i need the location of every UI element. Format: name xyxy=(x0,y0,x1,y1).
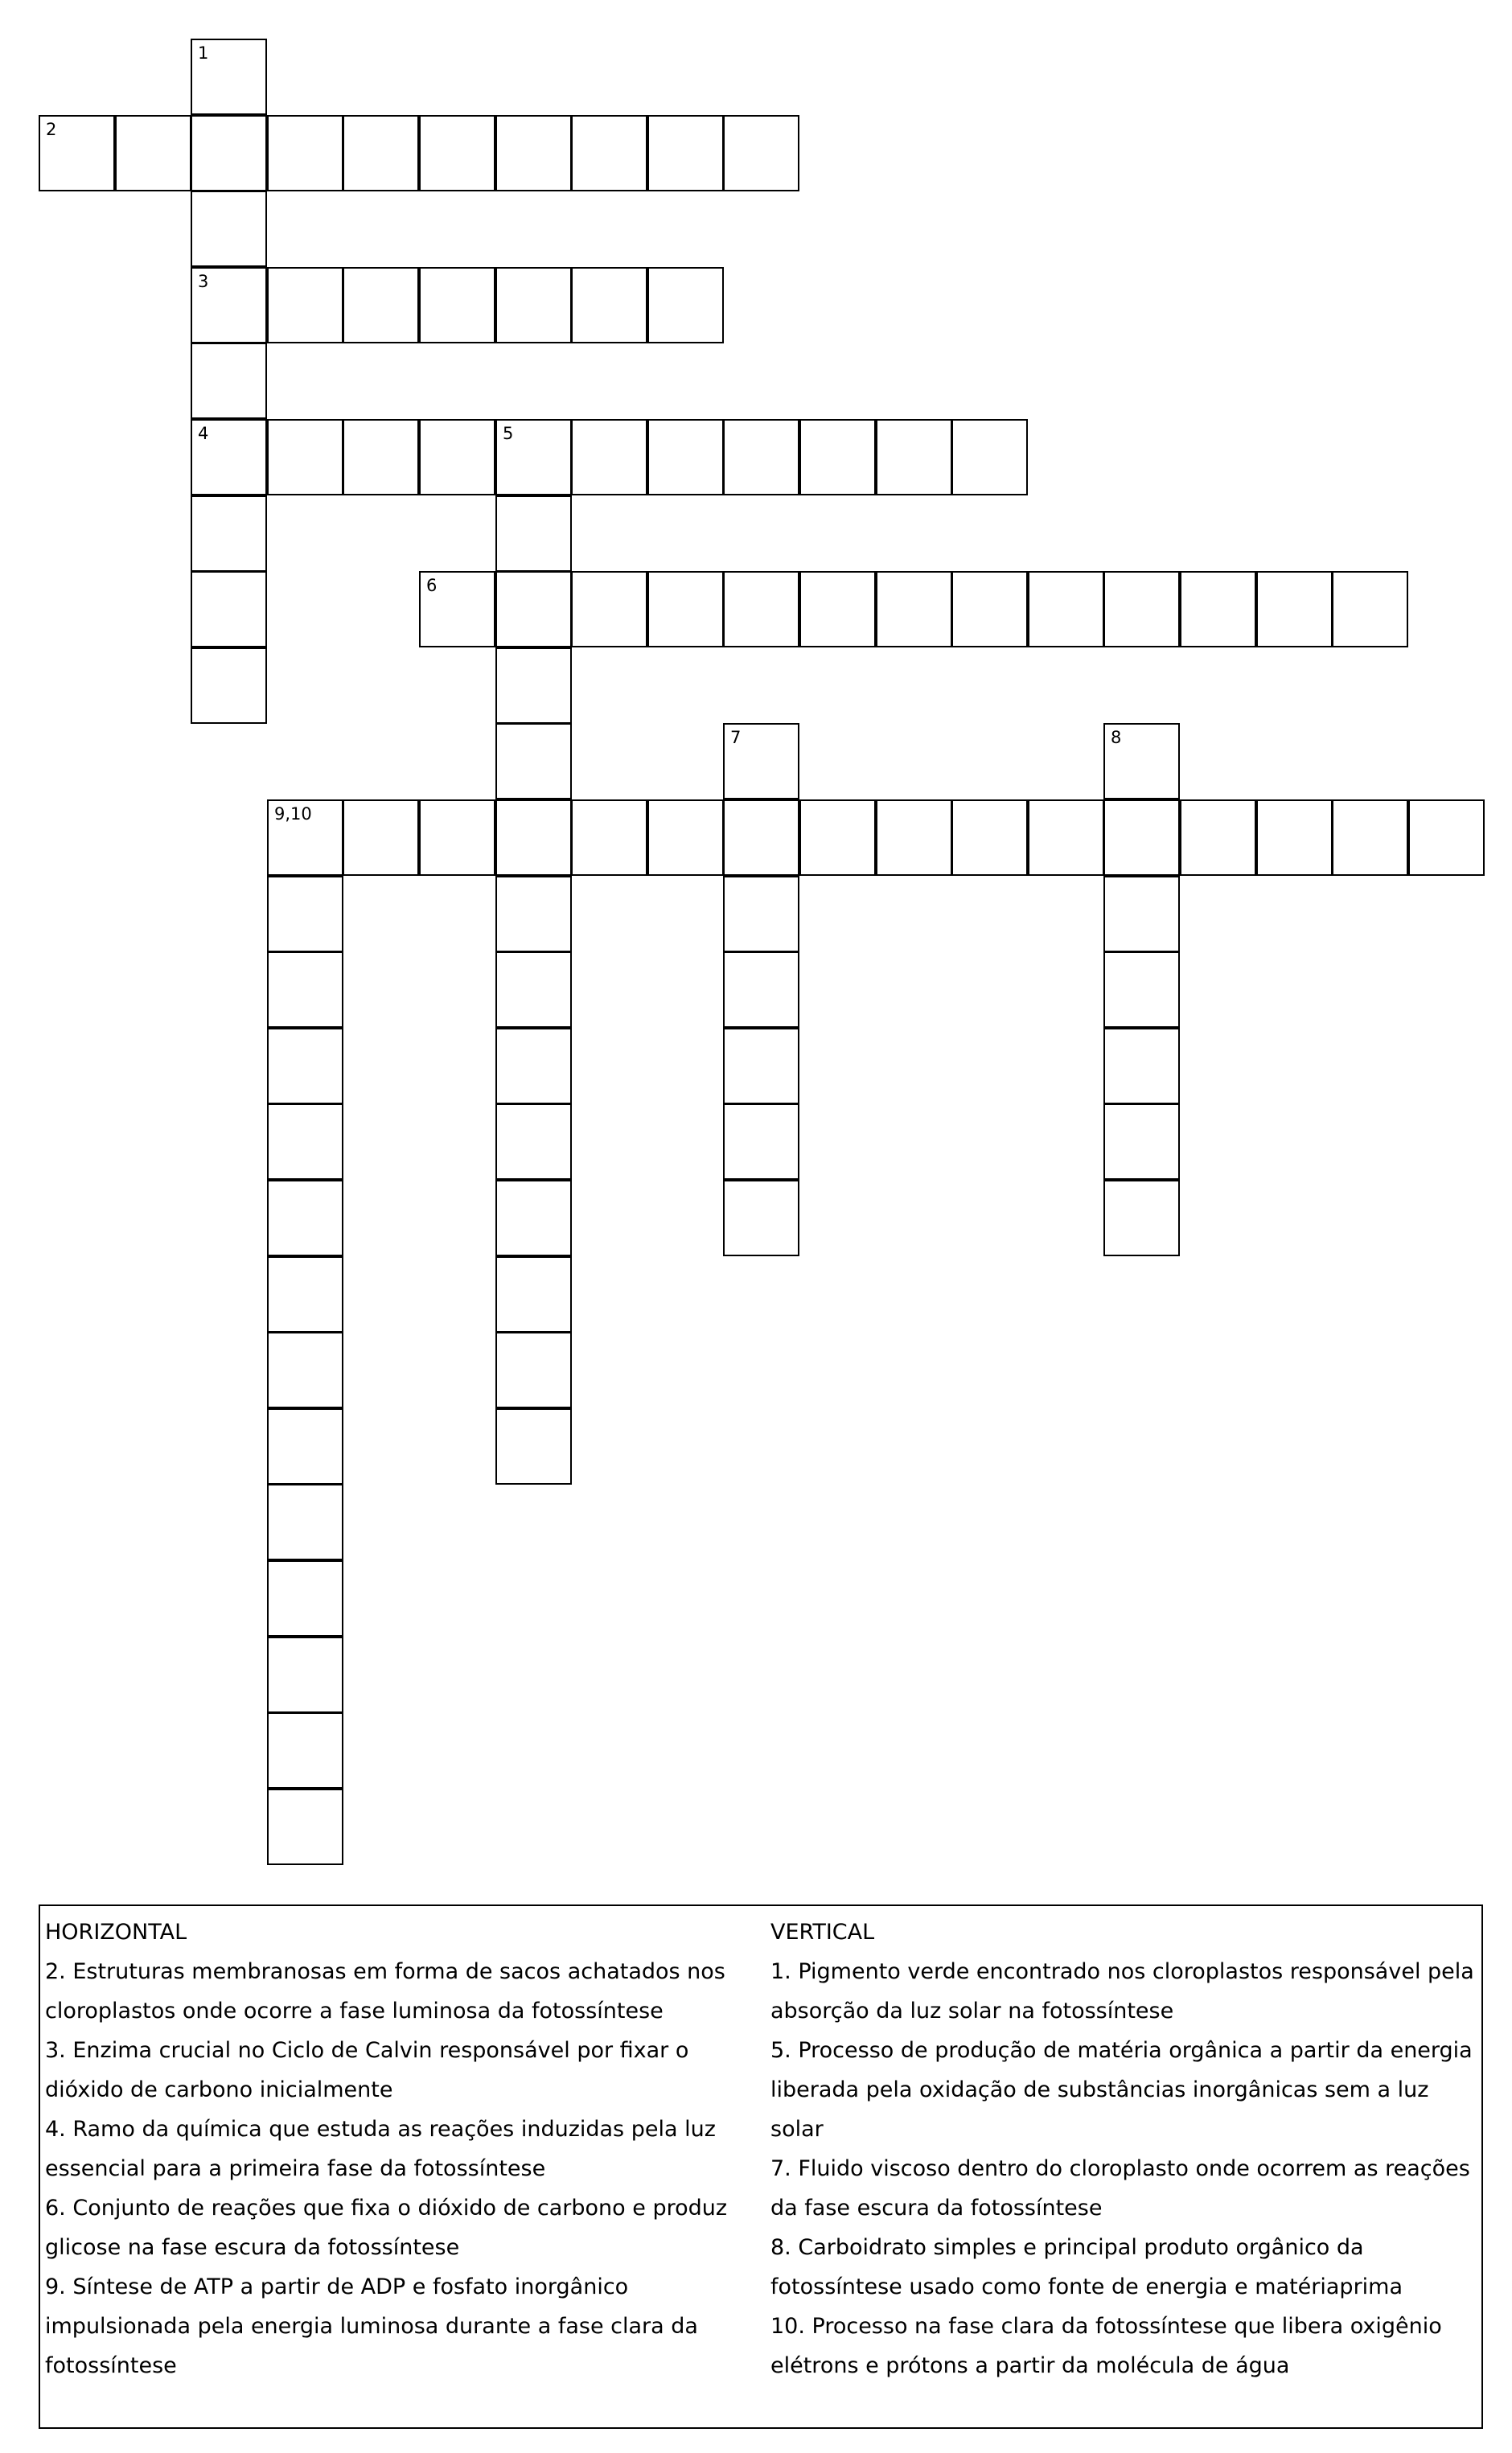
grid-cell[interactable] xyxy=(191,647,267,724)
grid-cell[interactable] xyxy=(267,1712,343,1789)
clue-horizontal-2: 2. Estruturas membranosas em forma de sacos achatados nos cloroplastos onde ocorre a fase luminosa da fotossíntese xyxy=(45,1959,725,2024)
grid-cell[interactable] xyxy=(495,1180,572,1256)
grid-cell[interactable] xyxy=(876,571,952,647)
clue-vertical-7: 7. Fluido viscoso dentro do cloroplasto onde ocorrem as reações da fase escura da fotossíntese xyxy=(770,2156,1470,2221)
grid-cell[interactable] xyxy=(495,1103,572,1180)
clue-number: 5 xyxy=(503,424,514,443)
grid-cell[interactable] xyxy=(1332,571,1408,647)
grid-cell[interactable] xyxy=(191,419,267,495)
grid-cell[interactable] xyxy=(191,191,267,267)
grid-cell[interactable] xyxy=(267,1332,343,1408)
grid-cell[interactable] xyxy=(419,267,495,343)
grid-cell[interactable] xyxy=(1332,799,1408,876)
clue-vertical-10: 10. Processo na fase clara da fotossíntese que libera oxigênio elétrons e prótons a partir da molécula de água xyxy=(770,2314,1442,2378)
grid-cell[interactable] xyxy=(647,799,724,876)
clue-number: 9,10 xyxy=(274,804,312,824)
vertical-clues xyxy=(770,1913,1478,2385)
clue-number: 1 xyxy=(198,43,209,63)
grid-cell[interactable] xyxy=(495,1028,572,1104)
grid-cell[interactable] xyxy=(647,571,724,647)
grid-cell[interactable] xyxy=(1103,1028,1180,1104)
vertical-heading: VERTICAL xyxy=(770,1920,875,1945)
grid-cell[interactable] xyxy=(495,1332,572,1408)
grid-cell[interactable] xyxy=(191,39,267,115)
clue-horizontal-4: 4. Ramo da química que estuda as reações induzidas pela luz essencial para a primeira fase da fotossíntese xyxy=(45,2117,716,2181)
grid-cell[interactable] xyxy=(571,571,647,647)
grid-cell[interactable] xyxy=(571,419,647,495)
grid-cell[interactable] xyxy=(39,115,115,191)
grid-cell[interactable] xyxy=(495,495,572,572)
grid-cell[interactable] xyxy=(1103,799,1180,876)
grid-cell[interactable] xyxy=(419,115,495,191)
grid-cell[interactable] xyxy=(723,876,799,952)
grid-cell[interactable] xyxy=(495,951,572,1028)
grid-cell[interactable] xyxy=(1408,799,1485,876)
grid-cell[interactable] xyxy=(723,571,799,647)
grid-cell[interactable] xyxy=(571,267,647,343)
grid-cell[interactable] xyxy=(1103,951,1180,1028)
grid-cell[interactable] xyxy=(343,267,419,343)
clue-number: 4 xyxy=(198,424,209,443)
grid-cell[interactable] xyxy=(191,495,267,572)
grid-cell[interactable] xyxy=(267,115,343,191)
grid-cell[interactable] xyxy=(1028,571,1104,647)
grid-cell[interactable] xyxy=(267,419,343,495)
grid-cell[interactable] xyxy=(267,1789,343,1865)
grid-cell[interactable] xyxy=(723,723,799,799)
grid-cell[interactable] xyxy=(343,419,419,495)
grid-cell[interactable] xyxy=(1180,571,1256,647)
grid-cell[interactable] xyxy=(267,1484,343,1560)
grid-cell[interactable] xyxy=(1256,799,1333,876)
horizontal-heading: HORIZONTAL xyxy=(45,1920,187,1945)
clue-number: 7 xyxy=(730,728,742,747)
grid-cell[interactable] xyxy=(419,571,495,647)
grid-cell[interactable] xyxy=(1103,1180,1180,1256)
grid-cell[interactable] xyxy=(723,951,799,1028)
clue-vertical-8: 8. Carboidrato simples e principal produto orgânico da fotossíntese usado como fonte de energia e matériaprima xyxy=(770,2235,1403,2299)
grid-cell[interactable] xyxy=(1103,723,1180,799)
clue-number: 2 xyxy=(46,120,57,139)
grid-cell[interactable] xyxy=(191,343,267,419)
grid-cell[interactable] xyxy=(495,1408,572,1485)
grid-cell[interactable] xyxy=(876,799,952,876)
grid-cell[interactable] xyxy=(1256,571,1333,647)
grid-cell[interactable] xyxy=(267,1637,343,1713)
grid-cell[interactable] xyxy=(267,1103,343,1180)
grid-cell[interactable] xyxy=(1103,1103,1180,1180)
grid-cell[interactable] xyxy=(267,876,343,952)
grid-cell[interactable] xyxy=(571,115,647,191)
grid-cell[interactable] xyxy=(495,647,572,724)
grid-cell[interactable] xyxy=(495,571,572,647)
grid-cell[interactable] xyxy=(723,419,799,495)
grid-cell[interactable] xyxy=(495,876,572,952)
grid-cell[interactable] xyxy=(799,799,876,876)
grid-cell[interactable] xyxy=(267,1560,343,1637)
clue-horizontal-6: 6. Conjunto de reações que fixa o dióxido de carbono e produz glicose na fase escura da fotossíntese xyxy=(45,2196,728,2260)
grid-cell[interactable] xyxy=(571,799,647,876)
grid-cell[interactable] xyxy=(343,799,419,876)
grid-cell[interactable] xyxy=(495,1256,572,1333)
grid-cell[interactable] xyxy=(1028,799,1104,876)
grid-cell[interactable] xyxy=(267,1180,343,1256)
grid-cell[interactable] xyxy=(647,419,724,495)
grid-cell[interactable] xyxy=(267,1408,343,1485)
clue-number: 6 xyxy=(426,576,438,595)
grid-cell[interactable] xyxy=(723,1180,799,1256)
grid-cell[interactable] xyxy=(495,267,572,343)
grid-cell[interactable] xyxy=(799,571,876,647)
grid-cell[interactable] xyxy=(951,419,1028,495)
grid-cell[interactable] xyxy=(647,115,724,191)
clue-horizontal-3: 3. Enzima crucial no Ciclo de Calvin responsável por fixar o dióxido de carbono inicialmente xyxy=(45,2038,689,2102)
clues-box xyxy=(39,1904,1483,2429)
clue-number: 3 xyxy=(198,272,209,291)
grid-cell[interactable] xyxy=(951,571,1028,647)
grid-cell[interactable] xyxy=(115,115,191,191)
grid-cell[interactable] xyxy=(723,1028,799,1104)
grid-cell[interactable] xyxy=(647,267,724,343)
grid-cell[interactable] xyxy=(267,951,343,1028)
horizontal-clues xyxy=(45,1913,753,2385)
grid-cell[interactable] xyxy=(191,115,267,191)
clue-horizontal-9: 9. Síntese de ATP a partir de ADP e fosfato inorgânico impulsionada pela energia luminosa durante a fase clara da fotossíntese xyxy=(45,2274,698,2378)
grid-cell[interactable] xyxy=(1180,799,1256,876)
grid-cell[interactable] xyxy=(799,419,876,495)
grid-cell[interactable] xyxy=(495,115,572,191)
grid-cell[interactable] xyxy=(1103,571,1180,647)
grid-cell[interactable] xyxy=(419,799,495,876)
grid-cell[interactable] xyxy=(495,723,572,799)
grid-cell[interactable] xyxy=(876,419,952,495)
grid-cell[interactable] xyxy=(723,799,799,876)
grid-cell[interactable] xyxy=(267,799,343,876)
grid-cell[interactable] xyxy=(495,419,572,495)
grid-cell[interactable] xyxy=(343,115,419,191)
grid-cell[interactable] xyxy=(267,1256,343,1333)
clue-vertical-5: 5. Processo de produção de matéria orgânica a partir da energia liberada pela oxidação de substâncias inorgânicas sem a luz solar xyxy=(770,2038,1473,2142)
grid-cell[interactable] xyxy=(1103,876,1180,952)
grid-cell[interactable] xyxy=(267,1028,343,1104)
grid-cell[interactable] xyxy=(495,799,572,876)
grid-cell[interactable] xyxy=(723,115,799,191)
grid-cell[interactable] xyxy=(951,799,1028,876)
grid-cell[interactable] xyxy=(723,1103,799,1180)
clue-number: 8 xyxy=(1111,728,1122,747)
clue-vertical-1: 1. Pigmento verde encontrado nos cloroplastos responsável pela absorção da luz solar na fotossíntese xyxy=(770,1959,1474,2024)
grid-cell[interactable] xyxy=(419,419,495,495)
grid-cell[interactable] xyxy=(191,267,267,343)
grid-cell[interactable] xyxy=(191,571,267,647)
grid-cell[interactable] xyxy=(267,267,343,343)
